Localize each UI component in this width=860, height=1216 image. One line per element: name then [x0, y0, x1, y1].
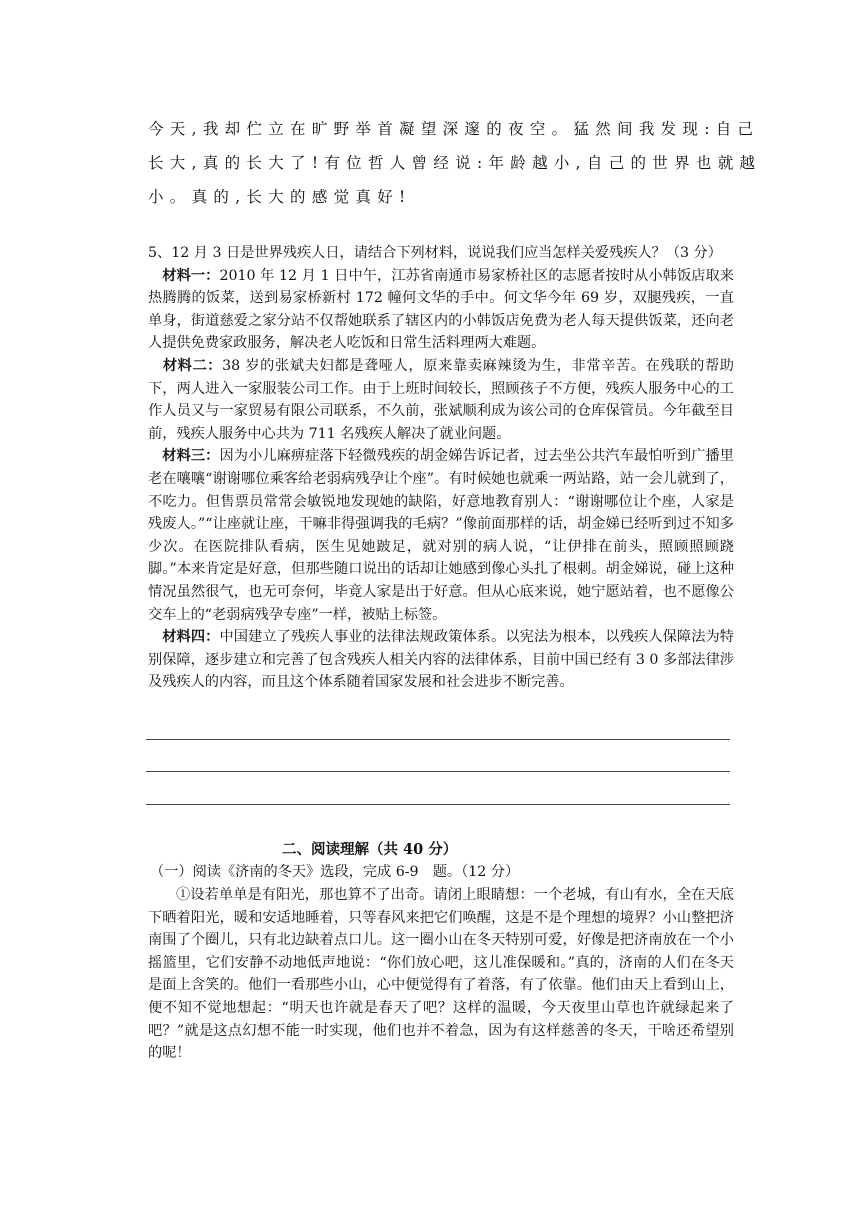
material-4 — [148, 626, 734, 694]
answer-line[interactable] — [146, 804, 730, 805]
material-3-text: 因为小儿麻痹症落下轻微残疾的胡金娣告诉记者，过去坐公共汽车最怕听到广播里老在嚷嚷“谢谢哪位乘客给老弱病残孕让个座”。有时候她也就乘一两站路，站一会儿就到了，不吃力。但售票员常常会敏锐地发现她的缺陷，好意地教育别人：“谢谢哪位让个座，人家是残废人。”“让座就让座，干嘛非得强调我的毛病？”像前面那样的话，胡金娣已经听到过不知多少次。在医院排队看病，医生见她跛足，就对别的病人说，“让伊排在前头，照顾照顾跷脚。”本来肯定是好意，但那些随口说出的话却让她感到像心头扎了根刺。胡金娣说，碰上这种情况虽然很气，也无可奈何，毕竟人家是出于好意。但从心底来说，她宁愿站着，也不愿像公交车上的“老弱病残孕专座”一样，被贴上标签。 — [148, 448, 734, 623]
section-subtitle: （一）阅读《济南的冬天》选段，完成 6-9 题。（12 分） — [150, 864, 520, 880]
poem-line-2: 长大,真的长大了!有位哲人曾经说:年龄越小,自己的世界也就越 — [148, 154, 762, 172]
poem-line-1: 今天,我却伫立在旷野举首凝望深邃的夜空。猛然间我发现:自己 — [148, 120, 760, 138]
answer-line[interactable] — [146, 739, 730, 740]
question-5 — [148, 242, 734, 694]
answer-line[interactable] — [146, 771, 730, 772]
material-3 — [148, 445, 734, 626]
material-1 — [148, 265, 734, 355]
material-2-text: 38 岁的张斌夫妇都是聋哑人，原来靠卖麻辣烫为生，非常辛苦。在残联的帮助下，两人进入一家服装公司工作。由于上班时间较长，照顾孩子不方便，残疾人服务中心的工作人员又与一家贸易有限公司联系，不久前，张斌顺利成为该公司的仓库保管员。今年截至目前，残疾人服务中心共为 711 名残疾人解决了就业问题。 — [148, 357, 734, 442]
material-1-label: 材料一： — [162, 267, 220, 284]
poem-line-3: 小。真的,长大的感觉真好! — [148, 188, 412, 206]
material-4-text: 中国建立了残疾人事业的法律法规政策体系。以宪法为根本，以残疾人保障法为特别保障，逐步建立和完善了包含残疾人相关内容的法律体系，目前中国已经有 3 0 多部法律涉及残疾人的内容，而且这个体系随着国家发展和社会进步不断完善。 — [148, 629, 734, 691]
section-title: 二、阅读理解（共 40 分） — [282, 841, 458, 858]
material-1-text: 2010 年 12 月 1 日中午，江苏省南通市易家桥社区的志愿者按时从小韩饭店取来热腾腾的饭菜，送到易家桥新村 172 幢何文华的手中。何文华今年 69 岁，双腿残疾，一直单身，街道慈爱之家分站不仅帮她联系了辖区内的小韩饭店免费为老人每天提供饭菜，还向老人提供免费家政服务，解决老人吃饭和日常生活料理两大难题。 — [148, 267, 734, 352]
material-3-label: 材料三： — [162, 448, 220, 465]
reading-paragraph: ①设若单单是有阳光，那也算不了出奇。请闭上眼睛想：一个老城，有山有水，全在天底下晒着阳光，暖和安适地睡着，只等春风来把它们唤醒，这是不是个理想的境界？小山整把济南围了个圈儿，只有北边缺着点口儿。这一圈小山在冬天特别可爱，好像是把济南放在一个小摇篮里，它们安静不动地低声地说：“你们放心吧，这儿准保暖和。”真的，济南的人们在冬天是面上含笑的。他们一看那些小山，心中便觉得有了着落，有了依靠。他们由天上看到山上，便不知不觉地想起：“明天也许就是春天了吧？这样的温暖，今天夜里山草也许就绿起来了吧？”就是这点幻想不能一时实现，他们也并不着急，因为有这样慈善的冬天，干啥还希望别的呢！ — [148, 887, 734, 1062]
material-2-label: 材料二： — [162, 357, 223, 374]
question-5-prompt: 5、12 月 3 日是世界残疾人日，请结合下列材料，说说我们应当怎样关爱残疾人？（3 分） — [148, 245, 722, 261]
material-2 — [148, 355, 734, 445]
material-4-label: 材料四： — [162, 629, 220, 646]
